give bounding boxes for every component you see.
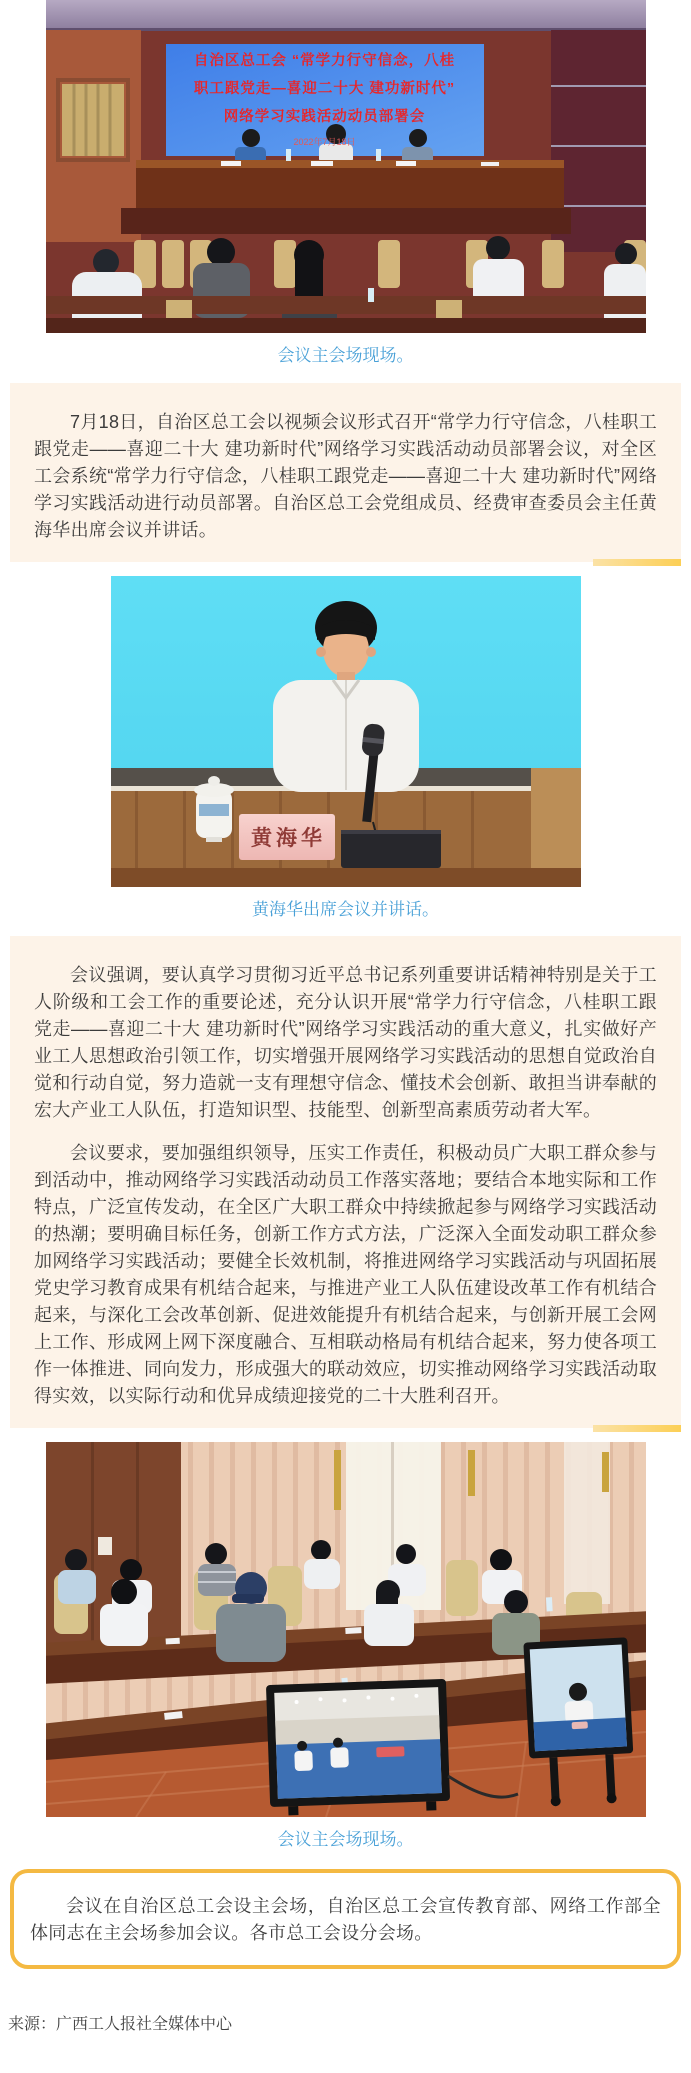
- photo3-caption: 会议主会场现场。: [277, 1830, 414, 1849]
- photo3-illustration: [46, 1442, 646, 1817]
- photo-main-venue-bottom[interactable]: [46, 1442, 646, 1817]
- photo-main-venue-top[interactable]: [46, 0, 646, 333]
- photo2-illustration: [111, 576, 581, 887]
- photo2-caption: 黄海华出席会议并讲话。: [252, 899, 439, 919]
- gold-accent-bar: [593, 1425, 681, 1432]
- paragraph-3: 会议要求，要加强组织领导，压实工作责任，积极动员广大职工群众参与到活动中，推动网络学习实践活动动员工作落实落地；要结合本地实际和工作特点，广泛宣传发动，在全区广大职工群众中持续掀起参与网络学习实践活动的热潮；要明确目标任务，创新工作方式方法，广泛深入全面发动职工群众参加网络学习实践活动；要健全长效机制，将推进网络学习实践活动与巩固拓展党史学习教育成果有机结合起来，与推进产业工人队伍建设改革工作有机结合起来，与深化工会改革创新、促进效能提升有机结合起来，与创新开展工会网上工作、形成网上网下深度融合、互相联动格局有机结合起来，努力使各项工作一体推进、同向发力，形成强大的联动效应，切实推动网络学习实践活动取得实效，以实际行动和优异成绩迎接党的二十大胜利召开。: [34, 1143, 657, 1406]
- notice-text: 会议在自治区总工会设主会场，自治区总工会宣传教育部、网络工作部全体同志在主会场参加会议。各市总工会设分会场。: [30, 1895, 661, 1943]
- paragraph-2: 会议强调，要认真学习贯彻习近平总书记系列重要讲话精神特别是关于工人阶级和工会工作的重要论述，充分认识开展“常学力行守信念，八桂职工跟党走——喜迎二十大 建功新时代”网络学习实践活动的重大意义，扎实做好产业工人思想政治引领工作，切实增强开展网络学习实践活动的思想自觉政治自觉和行动自觉，努力造就一支有理想守信念、懂技术会创新、敢担当讲奉献的宏大产业工人队伍，打造知识型、技能型、创新型高素质劳动者大军。: [34, 965, 657, 1120]
- speaker-nameplate: 黄海华: [239, 814, 335, 860]
- notice-box: [10, 1869, 681, 1969]
- content-block-requirements: [10, 936, 681, 1428]
- gold-accent-bar: [593, 559, 681, 566]
- content-block-intro: [10, 383, 681, 562]
- screen-title-line-2: 职工跟党走—喜迎二十大 建功新时代”: [193, 80, 456, 97]
- source-credit: 来源：广西工人报社全媒体中心: [8, 2015, 233, 2033]
- screen-title-line-1: 自治区总工会 “常学力行守信念，八桂: [193, 52, 456, 69]
- screen-title-line-3: 网络学习实践活动动员部署会: [223, 108, 426, 125]
- photo1-illustration: [46, 0, 646, 333]
- photo-huang-haihua-speaking[interactable]: [111, 576, 581, 887]
- photo1-caption: 会议主会场现场。: [277, 346, 414, 365]
- paragraph-1: 7月18日，自治区总工会以视频会议形式召开“常学力行守信念，八桂职工跟党走——喜迎二十大 建功新时代”网络学习实践活动动员部署会议，对全区工会系统“常学力行守信念，八桂职工跟党走——喜迎二十大 建功新时代”网络学习实践活动进行动员部署。自治区总工会党组成员、经费审查委员会主任黄海华出席会议并讲话。: [34, 411, 657, 540]
- screen-date: 2022年7月18日: [293, 136, 356, 147]
